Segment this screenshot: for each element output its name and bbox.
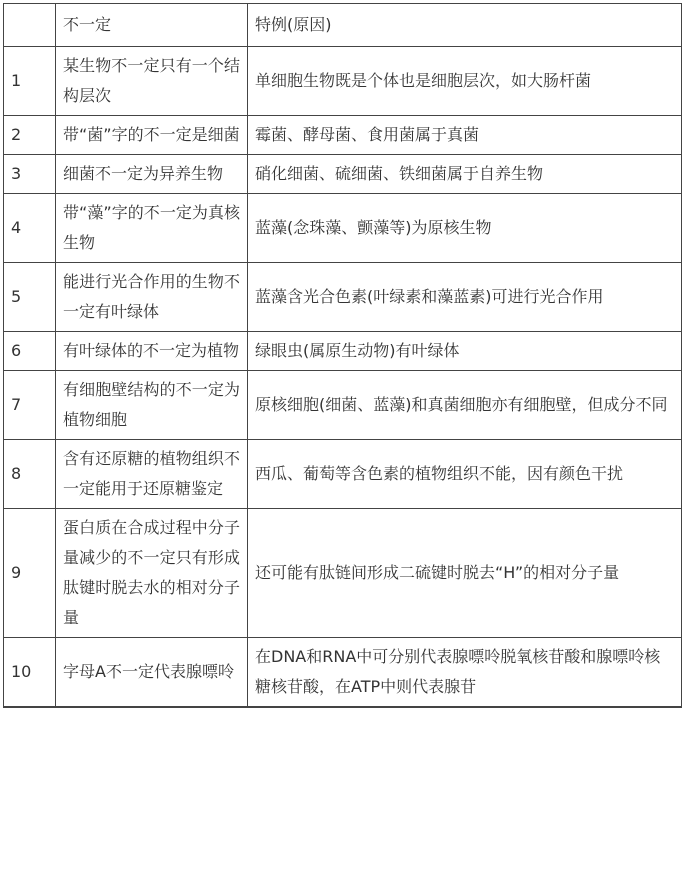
row-num: 8 — [4, 440, 56, 509]
table-row — [4, 194, 682, 263]
row-condition: 某生物不一定只有一个结构层次 — [56, 47, 248, 116]
row-condition: 带“菌”字的不一定是细菌 — [56, 116, 248, 155]
empty-cell — [248, 707, 682, 708]
row-example: 在DNA和RNA中可分别代表腺嘌呤脱氧核苷酸和腺嘌呤核糖核苷酸，在ATP中则代表腺苷 — [248, 638, 682, 707]
table-header-row — [4, 4, 682, 47]
row-num: 9 — [4, 509, 56, 638]
table-row — [4, 371, 682, 440]
header-num-cell — [4, 4, 56, 47]
header-example-cell: 特例(原因) — [248, 4, 682, 47]
table-row — [4, 155, 682, 194]
table-row — [4, 440, 682, 509]
empty-cell — [56, 707, 248, 708]
table-row — [4, 509, 682, 638]
row-condition: 带“藻”字的不一定为真核生物 — [56, 194, 248, 263]
row-condition: 有叶绿体的不一定为植物 — [56, 332, 248, 371]
row-condition: 有细胞壁结构的不一定为植物细胞 — [56, 371, 248, 440]
row-num: 2 — [4, 116, 56, 155]
row-condition: 能进行光合作用的生物不一定有叶绿体 — [56, 263, 248, 332]
table-row — [4, 47, 682, 116]
row-example: 硝化细菌、硫细菌、铁细菌属于自养生物 — [248, 155, 682, 194]
row-num: 10 — [4, 638, 56, 707]
row-example: 绿眼虫(属原生动物)有叶绿体 — [248, 332, 682, 371]
table-row — [4, 638, 682, 707]
table-row — [4, 116, 682, 155]
row-condition: 细菌不一定为异养生物 — [56, 155, 248, 194]
table-row — [4, 332, 682, 371]
row-num: 5 — [4, 263, 56, 332]
row-example: 还可能有肽链间形成二硫键时脱去“H”的相对分子量 — [248, 509, 682, 638]
row-example: 霉菌、酵母菌、食用菌属于真菌 — [248, 116, 682, 155]
row-num: 3 — [4, 155, 56, 194]
row-example: 蓝藻(念珠藻、颤藻等)为原核生物 — [248, 194, 682, 263]
row-num: 4 — [4, 194, 56, 263]
header-condition-cell: 不一定 — [56, 4, 248, 47]
row-example: 西瓜、葡萄等含色素的植物组织不能，因有颜色干扰 — [248, 440, 682, 509]
comparison-table — [3, 3, 682, 708]
row-example: 单细胞生物既是个体也是细胞层次，如大肠杆菌 — [248, 47, 682, 116]
table-row — [4, 263, 682, 332]
empty-cell — [4, 707, 56, 708]
row-condition: 字母A不一定代表腺嘌呤 — [56, 638, 248, 707]
row-num: 6 — [4, 332, 56, 371]
row-example: 蓝藻含光合色素(叶绿素和藻蓝素)可进行光合作用 — [248, 263, 682, 332]
row-condition: 蛋白质在合成过程中分子量减少的不一定只有形成肽键时脱去水的相对分子量 — [56, 509, 248, 638]
table-footer-row — [4, 707, 682, 708]
row-num: 1 — [4, 47, 56, 116]
row-num: 7 — [4, 371, 56, 440]
row-condition: 含有还原糖的植物组织不一定能用于还原糖鉴定 — [56, 440, 248, 509]
row-example: 原核细胞(细菌、蓝藻)和真菌细胞亦有细胞壁，但成分不同 — [248, 371, 682, 440]
